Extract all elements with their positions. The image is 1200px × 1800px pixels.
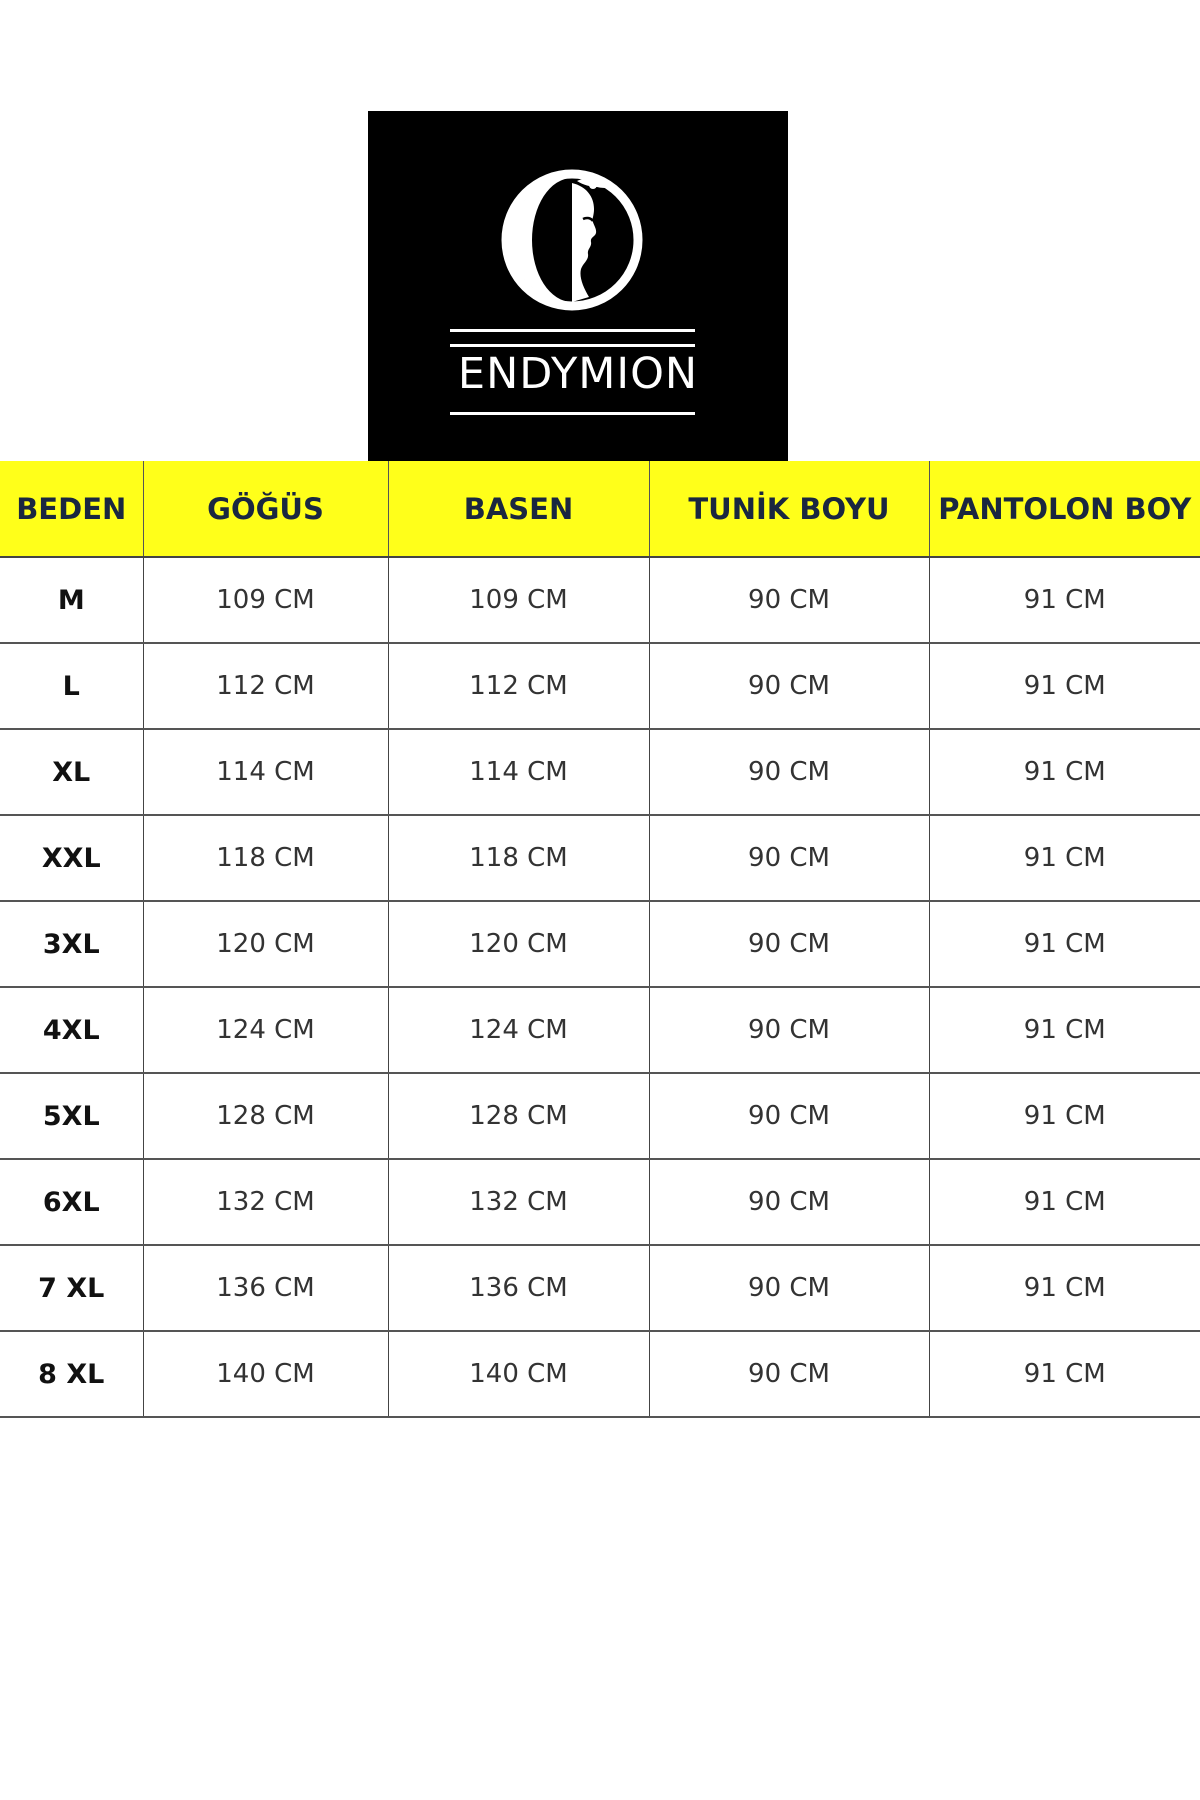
tunic-length-cell: 90 CM [649, 1245, 929, 1331]
logo-rule-bottom [450, 412, 695, 415]
trouser-length-cell: 91 CM [929, 1159, 1200, 1245]
trouser-length-header: PANTOLON BOY [929, 461, 1200, 557]
tunic-length-cell: 90 CM [649, 1073, 929, 1159]
hip-cell: 109 CM [388, 557, 649, 643]
size-cell: 5XL [0, 1073, 143, 1159]
table-row [0, 815, 1200, 901]
hip-cell: 132 CM [388, 1159, 649, 1245]
size-cell: M [0, 557, 143, 643]
chest-cell: 118 CM [143, 815, 388, 901]
size-cell: 7 XL [0, 1245, 143, 1331]
brand-wordmark: ENDYMION [457, 349, 699, 399]
chest-cell: 109 CM [143, 557, 388, 643]
table-row [0, 729, 1200, 815]
tunic-length-cell: 90 CM [649, 1159, 929, 1245]
tunic-length-cell: 90 CM [649, 1331, 929, 1417]
chest-cell: 136 CM [143, 1245, 388, 1331]
size-cell: XL [0, 729, 143, 815]
table-row [0, 1245, 1200, 1331]
tunic-length-cell: 90 CM [649, 729, 929, 815]
table-row [0, 901, 1200, 987]
hip-cell: 114 CM [388, 729, 649, 815]
trouser-length-cell: 91 CM [929, 643, 1200, 729]
trouser-length-cell: 91 CM [929, 987, 1200, 1073]
size-header: BEDEN [0, 461, 143, 557]
size-cell: 8 XL [0, 1331, 143, 1417]
hip-cell: 140 CM [388, 1331, 649, 1417]
table-row [0, 557, 1200, 643]
table-row [0, 987, 1200, 1073]
tunic-length-cell: 90 CM [649, 815, 929, 901]
table-row [0, 1331, 1200, 1417]
trouser-length-cell: 91 CM [929, 901, 1200, 987]
tunic-length-cell: 90 CM [649, 901, 929, 987]
size-cell: 3XL [0, 901, 143, 987]
trouser-length-cell: 91 CM [929, 729, 1200, 815]
trouser-length-cell: 91 CM [929, 557, 1200, 643]
hip-cell: 124 CM [388, 987, 649, 1073]
hip-cell: 128 CM [388, 1073, 649, 1159]
size-cell: 6XL [0, 1159, 143, 1245]
chest-cell: 120 CM [143, 901, 388, 987]
moon-face-emblem-icon [497, 165, 647, 315]
chest-cell: 124 CM [143, 987, 388, 1073]
trouser-length-cell: 91 CM [929, 815, 1200, 901]
tunic-length-cell: 90 CM [649, 557, 929, 643]
chest-cell: 112 CM [143, 643, 388, 729]
trouser-length-cell: 91 CM [929, 1073, 1200, 1159]
tunic-length-cell: 90 CM [649, 987, 929, 1073]
size-cell: L [0, 643, 143, 729]
tunic-length-header: TUNİK BOYU [649, 461, 929, 557]
hip-cell: 120 CM [388, 901, 649, 987]
hip-cell: 112 CM [388, 643, 649, 729]
table-row [0, 1073, 1200, 1159]
tunic-length-cell: 90 CM [649, 643, 929, 729]
logo-rule-top [450, 329, 695, 332]
header-row [0, 461, 1200, 557]
logo-rule-middle [450, 344, 695, 347]
trouser-length-cell: 91 CM [929, 1245, 1200, 1331]
trouser-length-cell: 91 CM [929, 1331, 1200, 1417]
size-cell: 4XL [0, 987, 143, 1073]
hip-cell: 118 CM [388, 815, 649, 901]
size-cell: XXL [0, 815, 143, 901]
chest-cell: 140 CM [143, 1331, 388, 1417]
hip-cell: 136 CM [388, 1245, 649, 1331]
brand-logo [368, 111, 788, 461]
hip-header: BASEN [388, 461, 649, 557]
table-body [0, 557, 1200, 1417]
chest-cell: 114 CM [143, 729, 388, 815]
chest-cell: 128 CM [143, 1073, 388, 1159]
chest-cell: 132 CM [143, 1159, 388, 1245]
table-row [0, 1159, 1200, 1245]
table-row [0, 643, 1200, 729]
chest-header: GÖĞÜS [143, 461, 388, 557]
size-chart-table [0, 461, 1200, 1418]
